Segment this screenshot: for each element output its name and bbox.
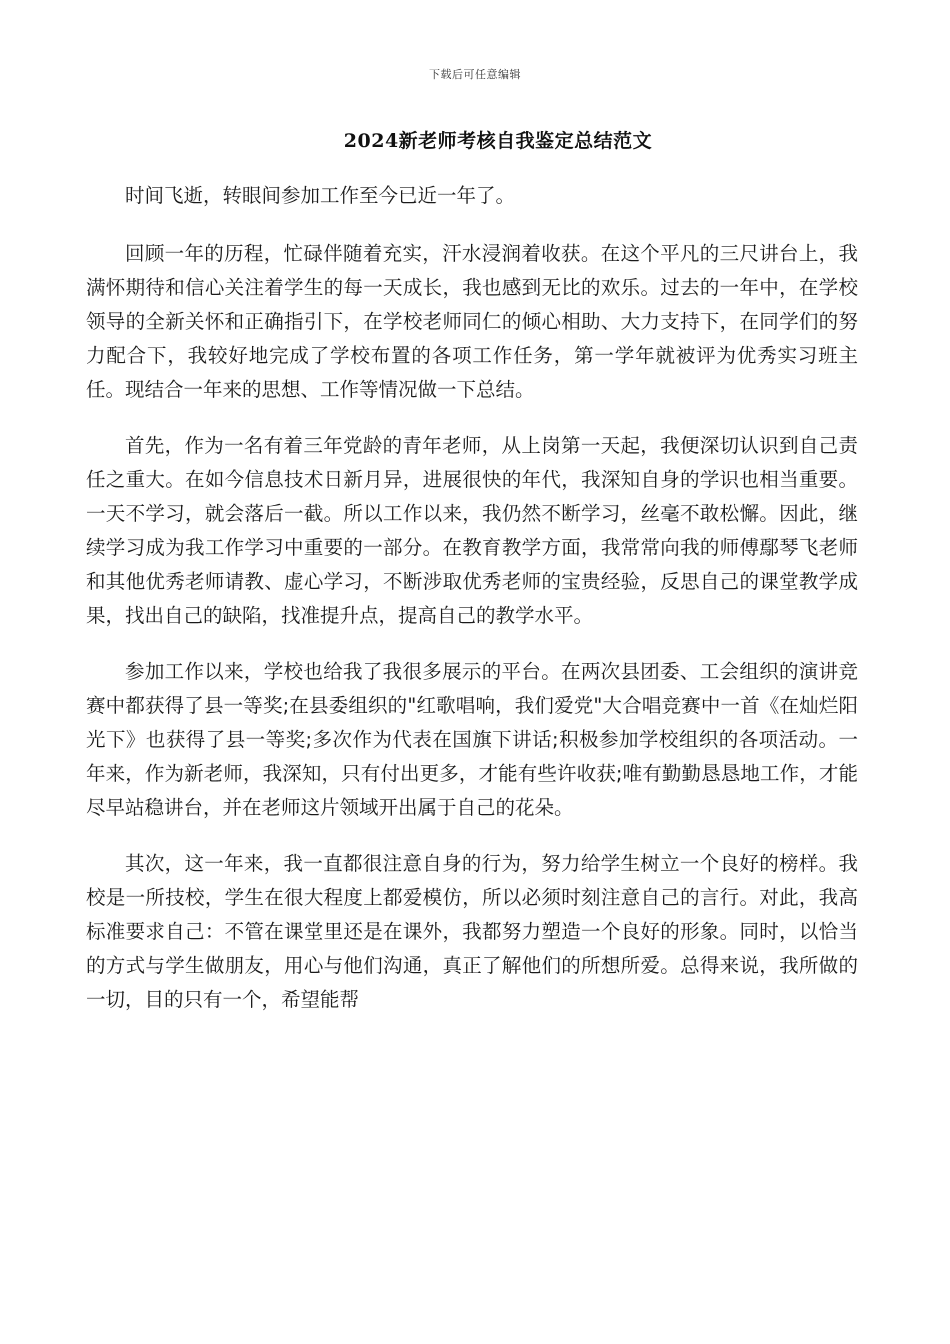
document-title: 2024新老师考核自我鉴定总结范文 bbox=[343, 130, 653, 152]
paragraph-4: 参加工作以来，学校也给我了我很多展示的平台。在两次县团委、工会组织的演讲竞赛中都获得了县一等奖;在县委组织的"红歌唱响，我们爱党"大合唱竞赛中一首《在灿烂阳光下》也获得了县一等奖;多次作为代表在国旗下讲话;积极参加学校组织的各项活动。一年来，作为新老师，我深知，只有付出更多，才能有些许收获;唯有勤勤恳恳地工作，才能尽早站稳讲台，并在老师这片领域开出属于自己的花朵。 bbox=[86, 660, 858, 819]
paragraph-1: 时间飞逝，转眼间参加工作至今已近一年了。 bbox=[125, 184, 516, 207]
paragraph-3: 首先，作为一名有着三年党龄的青年老师，从上岗第一天起，我便深切认识到自己责任之重大。在如今信息技术日新月异，进展很快的年代，我深知自身的学识也相当重要。一天不学习，就会落后一截。所以工作以来，我仍然不断学习，丝毫不敢松懈。因此，继续学习成为我工作学习中重要的一部分。在教育教学方面，我常常向我的师傅鄢琴飞老师和其他优秀老师请教、虚心学习，不断涉取优秀老师的宝贵经验，反思自己的课堂教学成果，找出自己的缺陷，找准提升点，提高自己的教学水平。 bbox=[86, 434, 858, 627]
paragraph-2: 回顾一年的历程，忙碌伴随着充实，汗水浸润着收获。在这个平凡的三尺讲台上，我满怀期待和信心关注着学生的每一天成长，我也感到无比的欢乐。过去的一年中，在学校领导的全新关怀和正确指引下，在学校老师同仁的倾心相助、大力支持下，在同学们的努力配合下，我较好地完成了学校布置的各项工作任务，第一学年就被评为优秀实习班主任。现结合一年来的思想、工作等情况做一下总结。 bbox=[86, 242, 858, 401]
document-body bbox=[86, 179, 858, 1039]
paragraph-5: 其次，这一年来，我一直都很注意自身的行为，努力给学生树立一个良好的榜样。我校是一所技校，学生在很大程度上都爱模仿，所以必须时刻注意自己的言行。对此，我高标准要求自己：不管在课堂里还是在课外，我都努力塑造一个良好的形象。同时，以恰当的方式与学生做朋友，用心与他们沟通，真正了解他们的所想所爱。总得来说，我所做的一切，目的只有一个，希望能帮 bbox=[86, 852, 858, 1011]
header-note: 下载后可任意编辑 bbox=[429, 68, 521, 81]
